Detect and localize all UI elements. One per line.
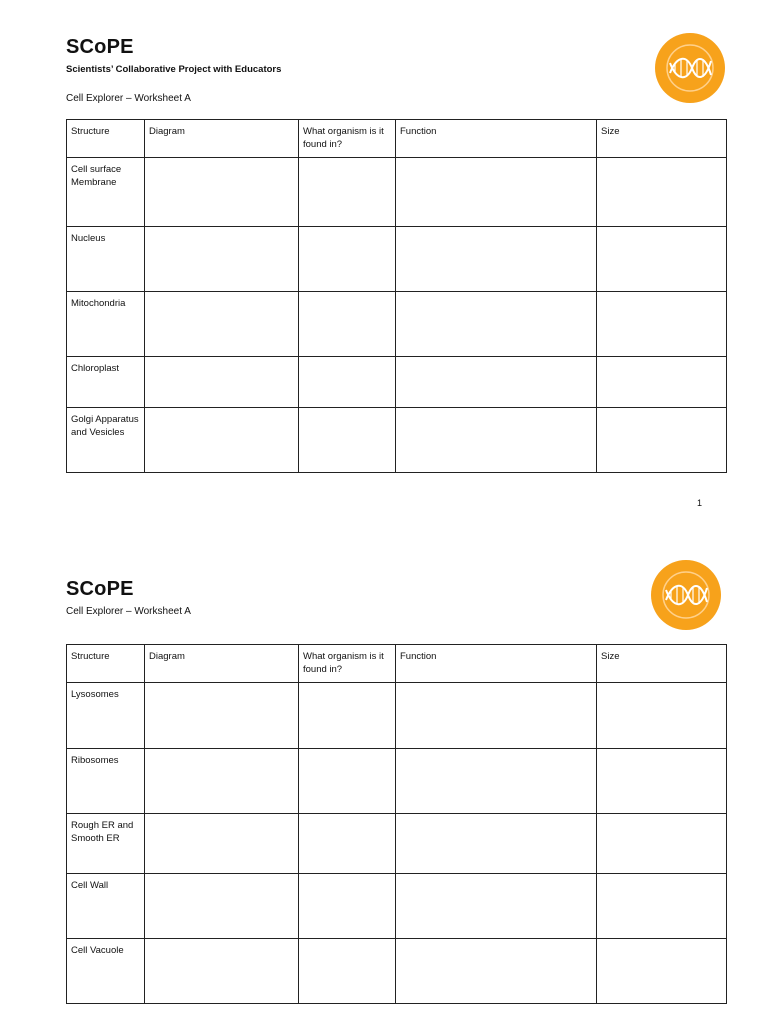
diagram-cell[interactable]: [145, 292, 299, 357]
header-structure: Structure: [67, 120, 145, 158]
organism-cell[interactable]: [299, 683, 396, 749]
scope-logo-icon: [651, 560, 721, 630]
header-function: Function: [396, 645, 597, 683]
table-row: [67, 939, 727, 1004]
structure-cell: Lysosomes: [67, 683, 145, 749]
table-row: [67, 749, 727, 814]
table-row: [67, 357, 727, 408]
brand-title: SCoPE: [66, 36, 134, 58]
table-row: [67, 158, 727, 227]
function-cell[interactable]: [396, 408, 597, 473]
organism-cell[interactable]: [299, 749, 396, 814]
organism-cell[interactable]: [299, 158, 396, 227]
size-cell[interactable]: [597, 874, 727, 939]
structure-cell: Nucleus: [67, 227, 145, 292]
worksheet-title: Cell Explorer – Worksheet A: [66, 93, 191, 104]
table-row: [67, 814, 727, 874]
worksheet-table-page-1: [66, 119, 727, 473]
table-row: [67, 408, 727, 473]
organism-cell[interactable]: [299, 939, 396, 1004]
organism-cell[interactable]: [299, 357, 396, 408]
diagram-cell[interactable]: [145, 683, 299, 749]
diagram-cell[interactable]: [145, 357, 299, 408]
size-cell[interactable]: [597, 408, 727, 473]
structure-cell: Ribosomes: [67, 749, 145, 814]
function-cell[interactable]: [396, 683, 597, 749]
function-cell[interactable]: [396, 874, 597, 939]
header-diagram: Diagram: [145, 120, 299, 158]
function-cell[interactable]: [396, 227, 597, 292]
diagram-cell[interactable]: [145, 874, 299, 939]
size-cell[interactable]: [597, 158, 727, 227]
size-cell[interactable]: [597, 749, 727, 814]
diagram-cell[interactable]: [145, 227, 299, 292]
header-organism: What organism is it found in?: [299, 645, 396, 683]
diagram-cell[interactable]: [145, 408, 299, 473]
table-header-row: [67, 120, 727, 158]
structure-cell: Chloroplast: [67, 357, 145, 408]
function-cell[interactable]: [396, 814, 597, 874]
header-size: Size: [597, 120, 727, 158]
header-organism: What organism is it found in?: [299, 120, 396, 158]
size-cell[interactable]: [597, 227, 727, 292]
function-cell[interactable]: [396, 158, 597, 227]
diagram-cell[interactable]: [145, 939, 299, 1004]
structure-cell: Golgi Apparatus and Vesicles: [67, 408, 145, 473]
table-row: [67, 292, 727, 357]
organism-cell[interactable]: [299, 227, 396, 292]
header-structure: Structure: [67, 645, 145, 683]
size-cell[interactable]: [597, 683, 727, 749]
table-row: [67, 227, 727, 292]
function-cell[interactable]: [396, 357, 597, 408]
header-size: Size: [597, 645, 727, 683]
size-cell[interactable]: [597, 814, 727, 874]
function-cell[interactable]: [396, 939, 597, 1004]
organism-cell[interactable]: [299, 814, 396, 874]
diagram-cell[interactable]: [145, 158, 299, 227]
organism-cell[interactable]: [299, 408, 396, 473]
function-cell[interactable]: [396, 292, 597, 357]
size-cell[interactable]: [597, 357, 727, 408]
structure-cell: Rough ER and Smooth ER: [67, 814, 145, 874]
worksheet-title: Cell Explorer – Worksheet A: [66, 606, 191, 617]
diagram-cell[interactable]: [145, 749, 299, 814]
size-cell[interactable]: [597, 292, 727, 357]
scope-logo-icon: [655, 33, 725, 103]
structure-cell: Cell Vacuole: [67, 939, 145, 1004]
worksheet-page-2: [0, 525, 768, 1024]
function-cell[interactable]: [396, 749, 597, 814]
worksheet-table-page-2: [66, 644, 727, 1004]
organism-cell[interactable]: [299, 292, 396, 357]
size-cell[interactable]: [597, 939, 727, 1004]
page-number: 1: [697, 498, 703, 508]
table-header-row: [67, 645, 727, 683]
organism-cell[interactable]: [299, 874, 396, 939]
structure-cell: Cell surface Membrane: [67, 158, 145, 227]
table-row: [67, 874, 727, 939]
header-function: Function: [396, 120, 597, 158]
table-row: [67, 683, 727, 749]
brand-title: SCoPE: [66, 578, 134, 600]
header-diagram: Diagram: [145, 645, 299, 683]
structure-cell: Cell Wall: [67, 874, 145, 939]
brand-subtitle: Scientists’ Collaborative Project with Educators: [66, 64, 282, 75]
structure-cell: Mitochondria: [67, 292, 145, 357]
diagram-cell[interactable]: [145, 814, 299, 874]
